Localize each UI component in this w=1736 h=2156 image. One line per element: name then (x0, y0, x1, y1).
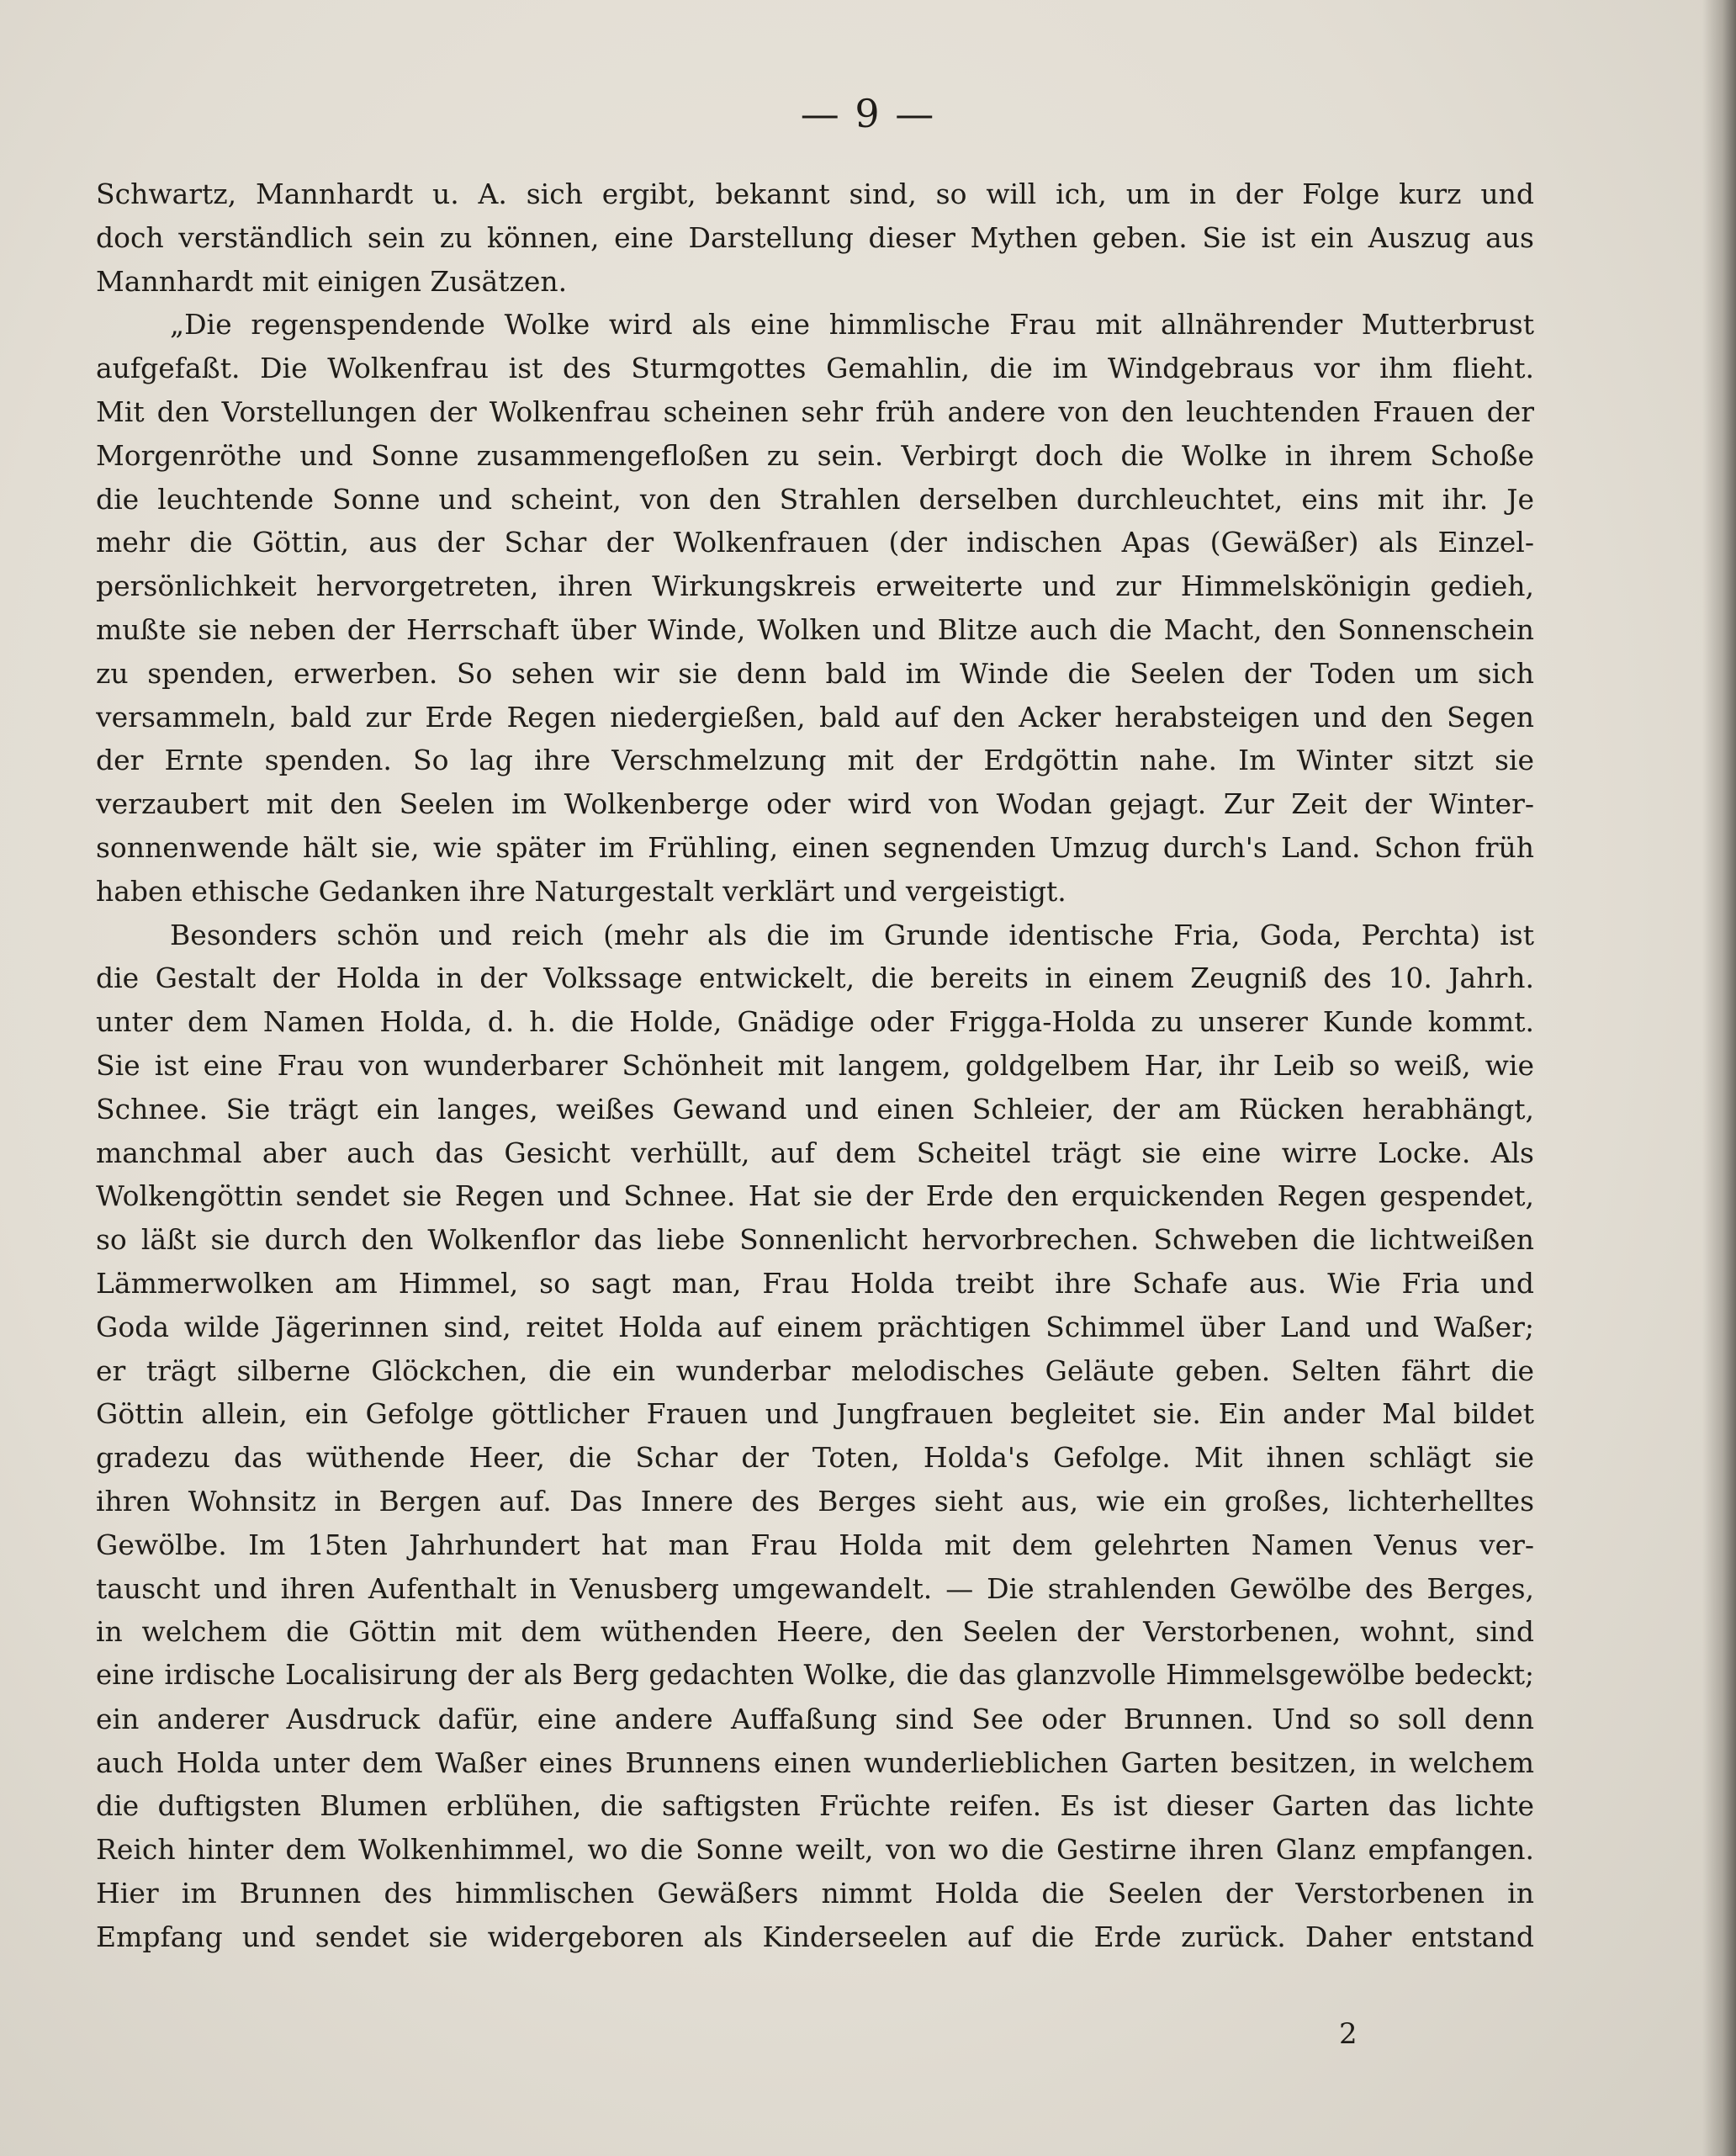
text-line: Gewölbe. Im 15ten Jahrhundert hat man Frau Holda mit dem gelehrten Namen Venus ver- (96, 1528, 1534, 1561)
text-line: unter dem Namen Holda, d. h. die Holde, Gnädige oder Frigga-Holda zu unserer Kunde kommt. (96, 1005, 1534, 1039)
text-line: Sie ist eine Frau von wunderbarer Schönheit mit langem, goldgelbem Har, ihr Leib so weiß, wie (96, 1048, 1534, 1082)
text-line: sonnenwende hält sie, wie später im Frühling, einen segnenden Umzug durch's Land. Schon früh (96, 830, 1534, 864)
text-line: mehr die Göttin, aus der Schar der Wolkenfrauen (der indischen Apas (Gewäßer) als Einzel- (96, 526, 1534, 559)
text-line: Hier im Brunnen des himmlischen Gewäßers nimmt Holda die Seelen der Verstorbenen in (96, 1877, 1534, 1910)
text-line: Reich hinter dem Wolkenhimmel, wo die Sonne weilt, von wo die Gestirne ihren Glanz empfangen. (96, 1833, 1534, 1867)
text-line: der Ernte spenden. So lag ihre Verschmelzung mit der Erdgöttin nahe. Im Winter sitzt sie (96, 744, 1534, 777)
text-line: Schwartz, Mannhardt u. A. sich ergibt, bekannt sind, so will ich, um in der Folge kurz und (96, 177, 1534, 210)
signature-mark: 2 (1339, 2017, 1358, 2051)
text-line: aufgefaßt. Die Wolkenfrau ist des Sturmgottes Gemahlin, die im Windgebraus vor ihm flieht. (96, 352, 1534, 385)
text-line: mußte sie neben der Herrschaft über Winde, Wolken und Blitze auch die Macht, den Sonnenschein (96, 612, 1534, 646)
text-line: Lämmerwolken am Himmel, so sagt man, Frau Holda treibt ihre Schafe aus. Wie Fria und (96, 1266, 1534, 1300)
text-line: ihren Wohnsitz in Bergen auf. Das Innere des Berges sieht aus, wie ein großes, lichterhelltes (96, 1484, 1534, 1518)
text-line: Morgenröthe und Sonne zusammengefloßen zu sein. Verbirgt doch die Wolke in ihrem Schoße (96, 438, 1534, 472)
text-line: versammeln, bald zur Erde Regen niedergießen, bald auf den Acker herabsteigen und den Segen (96, 700, 1534, 734)
text-line: so läßt sie durch den Wolkenflor das liebe Sonnenlicht hervorbrechen. Schweben die lichtweißen (96, 1223, 1534, 1257)
text-line: doch verständlich sein zu können, eine Darstellung dieser Mythen geben. Sie ist ein Auszug aus (96, 220, 1534, 254)
text-line: persönlichkeit hervorgetreten, ihren Wirkungskreis erweiterte und zur Himmelskönigin gedieh, (96, 569, 1534, 603)
text-line: Mannhardt mit einigen Zusätzen. (96, 264, 568, 298)
text-line: haben ethische Gedanken ihre Naturgestalt verklärt und vergeistigt. (96, 874, 1066, 908)
page-edge-shadow (1702, 0, 1736, 2156)
text-line: Empfang und sendet sie widergeboren als Kinderseelen auf die Erde zurück. Daher entstand (96, 1920, 1534, 1953)
text-line: die leuchtende Sonne und scheint, von den Strahlen derselben durchleuchtet, eins mit ihr. Je (96, 482, 1534, 516)
text-line: „Die regenspendende Wolke wird als eine himmlische Frau mit allnährender Mutterbrust (170, 308, 1534, 342)
text-line: Mit den Vorstellungen der Wolkenfrau scheinen sehr früh andere von den leuchtenden Frauen der (96, 395, 1534, 428)
text-line: die Gestalt der Holda in der Volkssage entwickelt, die bereits in einem Zeugniß des 10. Jahrh. (96, 961, 1534, 995)
page-number: — 9 — (800, 91, 936, 136)
text-line: Göttin allein, ein Gefolge göttlicher Frauen und Jungfrauen begleitet sie. Ein ander Mal bildet (96, 1397, 1534, 1431)
text-line: tauscht und ihren Aufenthalt in Venusberg umgewandelt. — Die strahlenden Gewölbe des Berges, (96, 1571, 1534, 1605)
text-line: in welchem die Göttin mit dem wüthenden Heere, den Seelen der Verstorbenen, wohnt, sind (96, 1615, 1534, 1649)
text-line: ein anderer Ausdruck dafür, eine andere Auffaßung sind See oder Brunnen. Und so soll denn (96, 1702, 1534, 1735)
body-text (96, 172, 1534, 1959)
text-line: zu spenden, erwerben. So sehen wir sie denn bald im Winde die Seelen der Toden um sich (96, 656, 1534, 690)
text-line: Schnee. Sie trägt ein langes, weißes Gewand und einen Schleier, der am Rücken herabhängt, (96, 1092, 1534, 1126)
text-line: Wolkengöttin sendet sie Regen und Schnee. Hat sie der Erde den erquickenden Regen gespendet, (96, 1179, 1534, 1213)
text-line: gradezu das wüthende Heer, die Schar der Toten, Holda's Gefolge. Mit ihnen schlägt sie (96, 1441, 1534, 1475)
text-line: die duftigsten Blumen erblühen, die saftigsten Früchte reifen. Es ist dieser Garten das lichte (96, 1789, 1534, 1823)
text-line: verzaubert mit den Seelen im Wolkenberge oder wird von Wodan gejagt. Zur Zeit der Winter- (96, 787, 1534, 821)
text-line: auch Holda unter dem Waßer eines Brunnens einen wunderlieblichen Garten besitzen, in welchem (96, 1745, 1534, 1779)
text-line: er trägt silberne Glöckchen, die ein wunderbar melodisches Geläute geben. Selten fährt die (96, 1353, 1534, 1387)
text-line: eine irdische Localisirung der als Berg gedachten Wolke, die das glanzvolle Himmelsgewölbe bedeckt; (96, 1659, 1534, 1692)
text-line: manchmal aber auch das Gesicht verhüllt, auf dem Scheitel trägt sie eine wirre Locke. Als (96, 1136, 1534, 1169)
text-line: Goda wilde Jägerinnen sind, reitet Holda auf einem prächtigen Schimmel über Land und Waßer; (96, 1310, 1534, 1343)
text-line: Besonders schön und reich (mehr als die im Grunde identische Fria, Goda, Perchta) ist (170, 918, 1534, 951)
